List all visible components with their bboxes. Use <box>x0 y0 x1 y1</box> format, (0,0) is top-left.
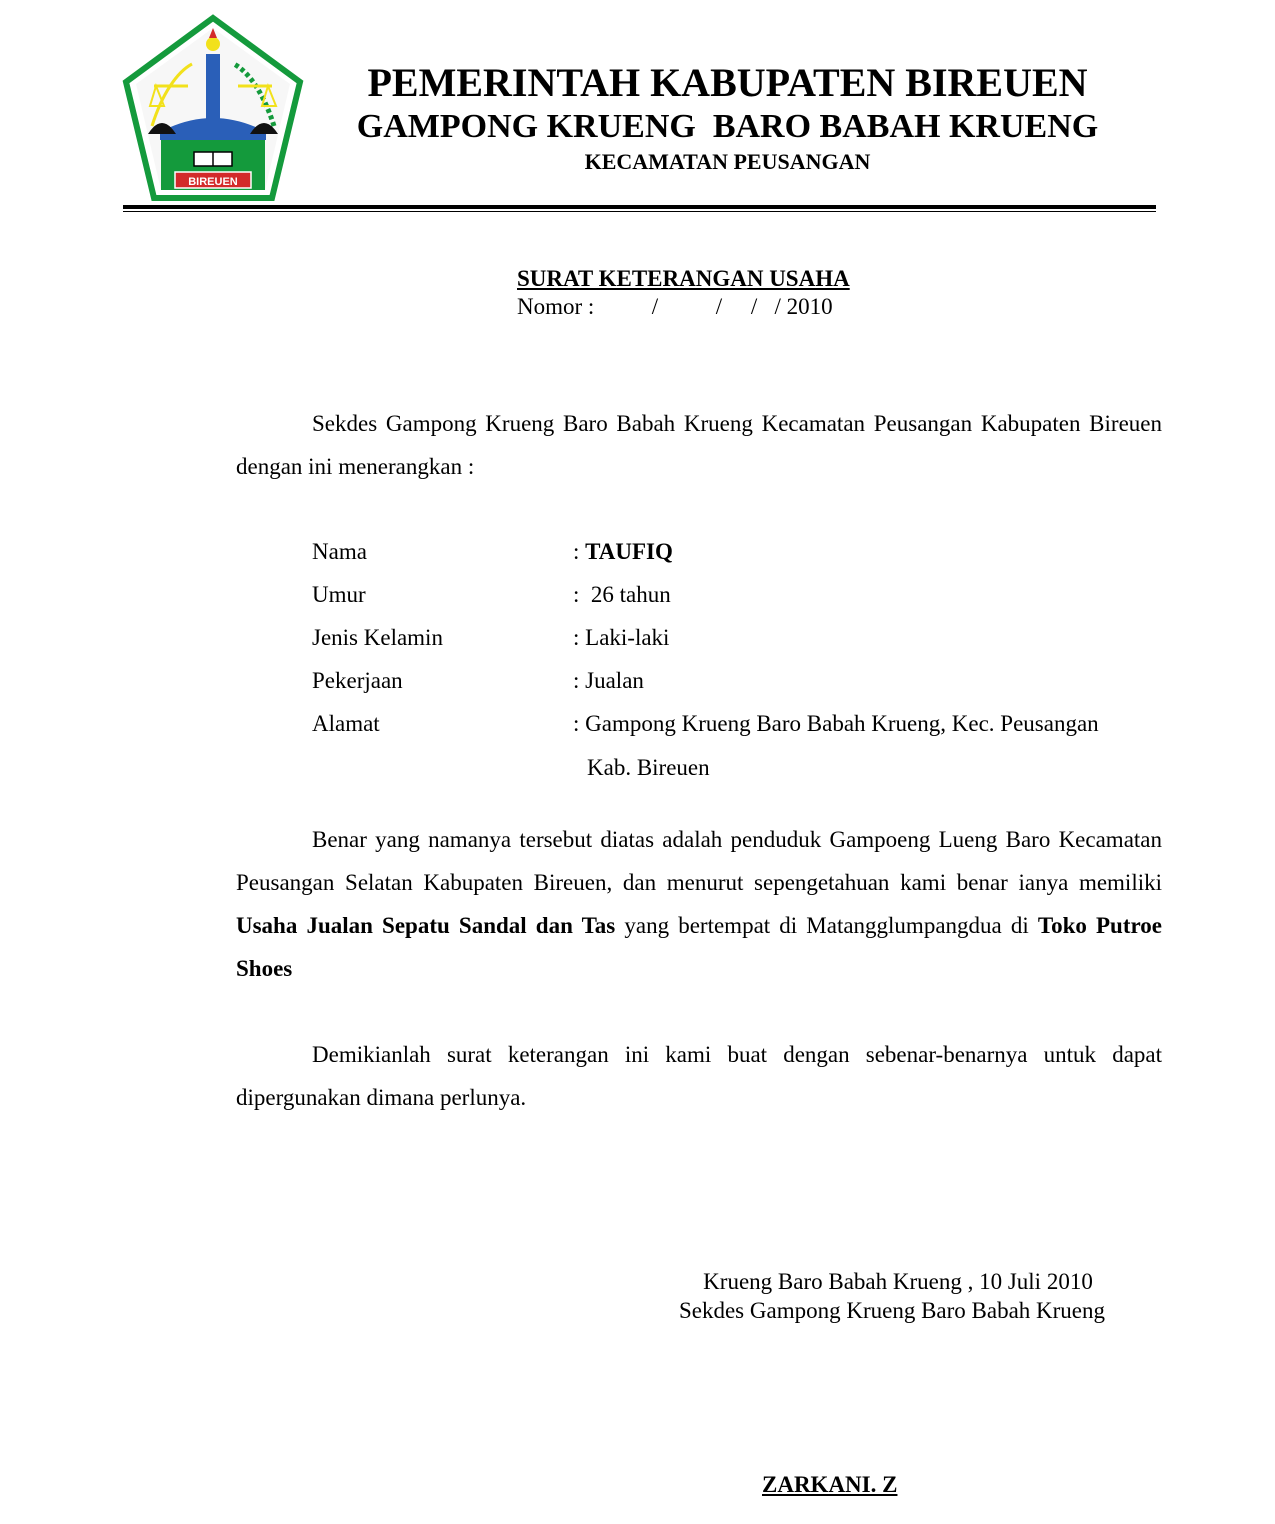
field-label-alamat: Alamat <box>312 711 380 736</box>
logo-label: BIREUEN <box>188 176 238 188</box>
signatory-name: ZARKANI. Z <box>762 1472 898 1497</box>
header-government: PEMERINTAH KABUPATEN BIREUEN <box>367 60 1088 105</box>
closing-paragraph: Demikianlah surat keterangan ini kami buat dengan sebenar-benarnya untuk dapat dipergunakan dimana perlunya. <box>236 1042 1162 1110</box>
letter-title: SURAT KETERANGAN USAHA <box>517 266 850 291</box>
intro-paragraph: Sekdes Gampong Krueng Baro Babah Krueng Kecamatan Peusangan Kabupaten Bireuen dengan ini menerangkan : <box>236 411 1162 479</box>
field-value-umur: : 26 tahun <box>573 582 671 607</box>
business-description: Usaha Jualan Sepatu Sandal dan Tas <box>236 913 616 938</box>
field-value-jenis-kelamin: : Laki-laki <box>573 625 670 650</box>
body-paragraph: Benar yang namanya tersebut diatas adalah penduduk Gampoeng Lueng Baro Kecamatan Peusangan Selatan Kabupaten Bireuen, dan menurut sepengetahuan kami benar ianya memiliki Usaha Jualan Sepatu Sandal dan Tas yang bertempat di Matangglumpangdua di Toko Putroe Shoes <box>236 827 1163 981</box>
field-label-nama: Nama <box>312 539 367 564</box>
header-village: GAMPONG KRUENG BARO BABAH KRUENG <box>356 108 1099 145</box>
field-label-umur: Umur <box>312 582 366 607</box>
letter-number: Nomor : / / / / 2010 <box>517 294 833 319</box>
shop-name: Toko Putroe Shoes <box>236 913 1163 981</box>
signature-position: Sekdes Gampong Krueng Baro Babah Krueng <box>678 1298 1106 1323</box>
header-rule-thin <box>123 211 1156 212</box>
bireuen-logo <box>122 14 304 202</box>
header-rule-thick <box>123 205 1156 209</box>
field-value-pekerjaan: : Jualan <box>573 668 644 693</box>
field-value-alamat: : Gampong Krueng Baro Babah Krueng, Kec. Peusangan <box>573 711 1099 736</box>
field-label-pekerjaan: Pekerjaan <box>312 668 403 693</box>
signature-place-date: Krueng Baro Babah Krueng , 10 Juli 2010 <box>703 1269 1093 1294</box>
field-value-alamat-line2: Kab. Bireuen <box>587 755 710 780</box>
field-value-nama: : TAUFIQ <box>573 539 673 564</box>
header-district: KECAMATAN PEUSANGAN <box>584 149 871 174</box>
field-label-jenis-kelamin: Jenis Kelamin <box>312 625 443 650</box>
